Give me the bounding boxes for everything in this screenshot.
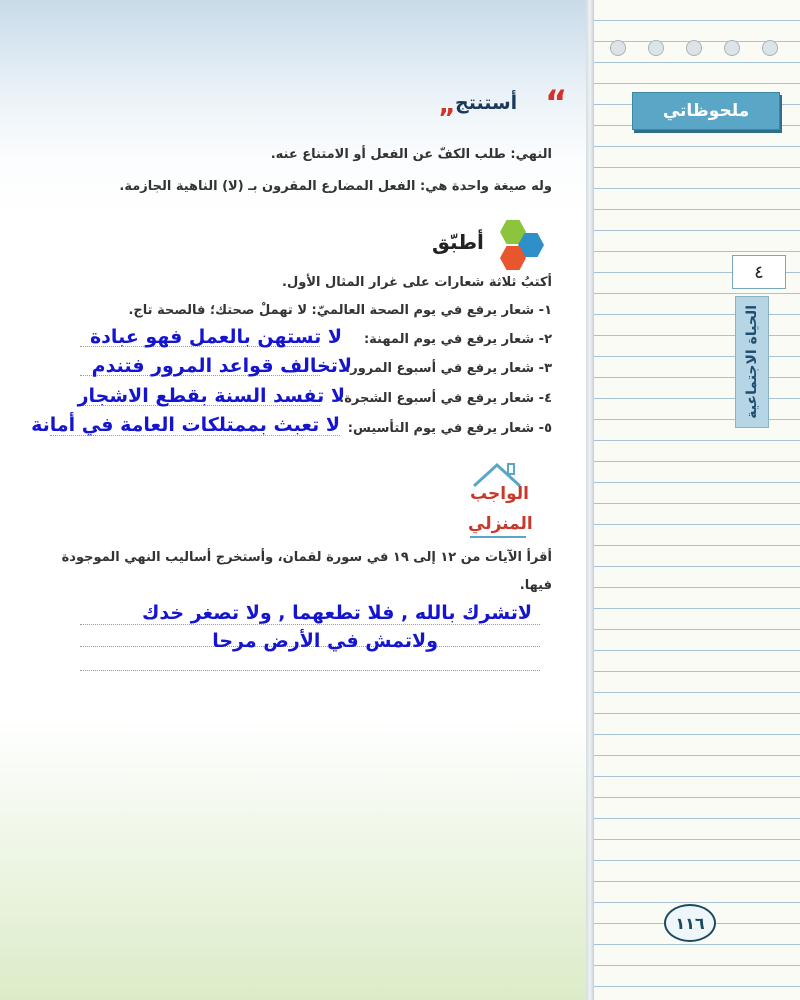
unit-number: ٤ — [732, 255, 786, 289]
homework-underline — [470, 536, 526, 538]
homework-answer-1[interactable]: لاتشرك بالله , فلا تطعهما , ولا تصغر خدك — [142, 602, 532, 624]
apply-item-4-prompt: ٤- شعار يرفع في أسبوع الشجرة: — [339, 391, 552, 406]
homework-instruction-2: فيها. — [519, 578, 552, 593]
apply-item-2-prompt: ٢- شعار يرفع في يوم المهنة: — [363, 332, 552, 347]
conclude-definition: النهي: طلب الكفّ عن الفعل أو الامتناع عنه. — [270, 147, 552, 162]
notes-column — [594, 0, 800, 1000]
apply-instruction: أكتبُ ثلاثة شعارات على غرار المثال الأول. — [282, 275, 552, 290]
ring-icon — [648, 40, 664, 56]
apply-item-3-prompt: ٣- شعار يرفع في أسبوع المرور: — [345, 361, 552, 376]
ring-icon — [762, 40, 778, 56]
unit-name: الحياة الاجتماعية — [744, 305, 760, 419]
ring-icon — [724, 40, 740, 56]
homework-instruction-1: أقرأ الآيات من ١٢ إلى ١٩ في سورة لقمان، وأستخرج أساليب النهي الموجودة — [61, 550, 552, 565]
conclude-form: وله صيغة واحدة هي: الفعل المضارع المقرون بـ (لا) الناهية الجازمة. — [119, 179, 552, 194]
homework-answer-2[interactable]: ولاتمش في الأرض مرحا — [212, 630, 438, 652]
answer-line — [80, 670, 540, 671]
page-edge — [586, 0, 594, 1000]
unit-tab — [735, 296, 769, 428]
apply-item-3-answer[interactable]: لاتخالف قواعد المرور فتندم — [91, 355, 352, 377]
apply-item-5-answer[interactable]: لا تعبث بممتلكات العامة في أمانة — [31, 414, 340, 436]
binder-rings — [610, 40, 800, 60]
homework-title-2: المنزلي — [468, 514, 533, 534]
homework-title-1: الواجب — [470, 484, 529, 504]
apply-item-4-answer[interactable]: لا تفسد السنة بقطع الاشجار — [77, 385, 345, 407]
quote-open-icon: “ — [545, 83, 568, 123]
notes-title: ملحوظاتي — [632, 92, 780, 130]
quote-close-icon: ” — [438, 104, 456, 134]
apply-item-5-prompt: ٥- شعار يرفع في يوم التأسيس: — [347, 421, 552, 436]
ring-icon — [610, 40, 626, 56]
page-number: ١١٦ — [664, 904, 716, 942]
apply-item-1: ١- شعار يرفع في يوم الصحة العالميّ: لا تهملْ صحتك؛ فالصحة تاج. — [128, 303, 552, 318]
answer-line — [80, 624, 540, 625]
ring-icon — [686, 40, 702, 56]
apply-item-2-answer[interactable]: لا تستهن بالعمل فهو عبادة — [89, 326, 342, 348]
conclude-heading: أستنتج — [455, 92, 518, 114]
apply-heading: أطبّق — [432, 230, 484, 254]
